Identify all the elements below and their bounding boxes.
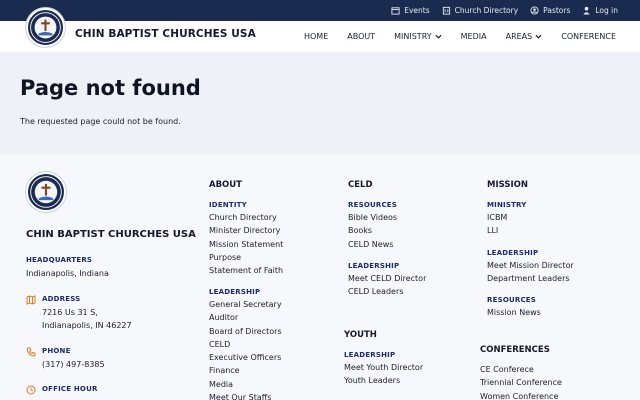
mission-leadership-label: LEADERSHIP xyxy=(487,249,539,257)
nav-label: HOME xyxy=(303,32,329,41)
footer-link[interactable]: CE Conferece xyxy=(480,365,534,374)
person-icon xyxy=(582,6,591,15)
nav-item-areas[interactable] xyxy=(506,32,543,41)
footer-logo[interactable] xyxy=(26,172,66,212)
footer-link[interactable]: CELD xyxy=(209,339,231,349)
nav-label: ABOUT xyxy=(347,32,376,41)
footer-heading-youth: YOUTH xyxy=(344,330,377,340)
footer-link[interactable]: Meet Our Staffs xyxy=(209,393,272,400)
about-identity-links xyxy=(209,211,283,277)
footer-link[interactable]: General Secretary xyxy=(209,300,282,309)
about-identity-label: IDENTITY xyxy=(209,201,247,209)
footer-link[interactable]: Purpose xyxy=(209,252,242,262)
footer-link[interactable]: Mission Statement xyxy=(209,239,284,249)
nav-item-ministry[interactable] xyxy=(394,32,442,41)
footer-link[interactable]: Meet Youth Director xyxy=(344,363,424,372)
top-link-label: Pastors xyxy=(543,6,571,15)
mission-ministry-links xyxy=(487,211,507,238)
footer-link[interactable]: LLI xyxy=(487,226,499,236)
user-circle-icon xyxy=(530,6,539,15)
mission-ministry-label: MINISTRY xyxy=(487,201,527,209)
clock-icon xyxy=(26,385,36,395)
top-link-label: Log in xyxy=(595,6,618,15)
footer-link[interactable]: Media xyxy=(209,379,234,389)
celd-leadership-links xyxy=(348,272,426,299)
footer-link[interactable]: Bible Videos xyxy=(348,213,398,222)
nav-item-home[interactable] xyxy=(304,32,328,41)
chevron-down-icon xyxy=(435,33,442,40)
office-hour-label: OFFICE HOUR xyxy=(42,385,98,393)
site-logo[interactable] xyxy=(26,8,65,47)
footer-link[interactable]: Executive Officers xyxy=(209,353,282,363)
footer-heading-mission: MISSION xyxy=(487,180,528,190)
calendar-icon xyxy=(391,6,400,15)
about-leadership-label: LEADERSHIP xyxy=(209,288,261,296)
site-title[interactable]: CHIN BAPTIST CHURCHES USA xyxy=(75,28,256,40)
chevron-down-icon xyxy=(535,33,542,40)
footer-heading-conferences: CONFERENCES xyxy=(480,345,550,355)
nav-item-media[interactable] xyxy=(461,32,487,41)
top-utility-links xyxy=(391,0,618,21)
celd-resources-links xyxy=(348,211,397,251)
page-title: Page not found xyxy=(20,76,201,100)
nav-label: CONFERENCE xyxy=(561,32,616,41)
footer-link[interactable]: Board of Directors xyxy=(209,326,282,336)
top-link-pastors[interactable] xyxy=(530,6,570,15)
footer-link[interactable]: Women Conference xyxy=(480,391,559,400)
footer-link[interactable]: Triennial Conference xyxy=(480,378,562,388)
footer-link[interactable]: CELD News xyxy=(348,239,394,249)
footer-heading-celd: CELD xyxy=(348,180,373,190)
address-line-2: Indianapolis, IN 46227 xyxy=(42,321,132,330)
footer-link[interactable]: Books xyxy=(348,226,373,236)
about-leadership-links xyxy=(209,298,282,400)
footer-link[interactable]: Department Leaders xyxy=(487,274,570,284)
address-label: ADDRESS xyxy=(42,295,81,303)
footer-link[interactable]: Statement of Faith xyxy=(209,266,284,276)
footer-link[interactable]: Church Directory xyxy=(209,213,277,222)
top-utility-bar xyxy=(0,0,640,21)
footer-link[interactable]: Youth Leaders xyxy=(344,376,401,386)
not-found-message: The requested page could not be found. xyxy=(20,117,181,126)
footer-link[interactable]: Minister Directory xyxy=(209,226,281,236)
youth-leadership-label: LEADERSHIP xyxy=(344,351,396,359)
church-seal-icon xyxy=(28,10,63,45)
top-link-label: Events xyxy=(404,6,430,15)
phone-value[interactable]: (317) 497-8385 xyxy=(42,360,105,369)
headquarters-value: Indianapolis, Indiana xyxy=(26,269,109,278)
headquarters-label: HEADQUARTERS xyxy=(26,256,93,264)
footer-link[interactable]: Meet Mission Director xyxy=(487,261,574,270)
address-line-1: 7216 Us 31 S, xyxy=(42,308,98,317)
mission-leadership-links xyxy=(487,259,574,286)
celd-leadership-label: LEADERSHIP xyxy=(348,262,400,270)
footer-heading-about: ABOUT xyxy=(209,180,242,190)
footer-link[interactable]: Meet CELD Director xyxy=(348,274,427,283)
nav-label: MEDIA xyxy=(460,32,487,41)
footer-link[interactable]: Finance xyxy=(209,366,240,376)
nav-item-conference[interactable] xyxy=(561,32,616,41)
church-seal-icon xyxy=(28,174,64,210)
footer-link[interactable]: CELD Leaders xyxy=(348,287,404,297)
phone-icon xyxy=(26,347,36,357)
nav-label: AREAS xyxy=(505,32,533,41)
footer-link[interactable]: Mission News xyxy=(487,308,541,317)
top-link-login[interactable] xyxy=(582,6,618,15)
nav-item-about[interactable] xyxy=(347,32,375,41)
youth-leadership-links xyxy=(344,361,423,388)
mission-resources-label: RESOURCES xyxy=(487,296,536,304)
footer-link[interactable]: Auditor xyxy=(209,313,239,323)
top-link-events[interactable] xyxy=(391,6,429,15)
footer-title: CHIN BAPTIST CHURCHES USA xyxy=(26,229,196,240)
conferences-links xyxy=(480,363,562,400)
main-nav xyxy=(304,21,616,52)
nav-label: MINISTRY xyxy=(394,32,432,41)
mission-resources-links xyxy=(487,306,541,319)
celd-resources-label: RESOURCES xyxy=(348,201,397,209)
top-link-church-directory[interactable] xyxy=(442,6,519,15)
map-icon xyxy=(26,295,36,305)
footer-link[interactable]: ICBM xyxy=(487,213,508,222)
building-icon xyxy=(442,6,451,15)
phone-label: PHONE xyxy=(42,347,71,355)
top-link-label: Church Directory xyxy=(454,6,519,15)
